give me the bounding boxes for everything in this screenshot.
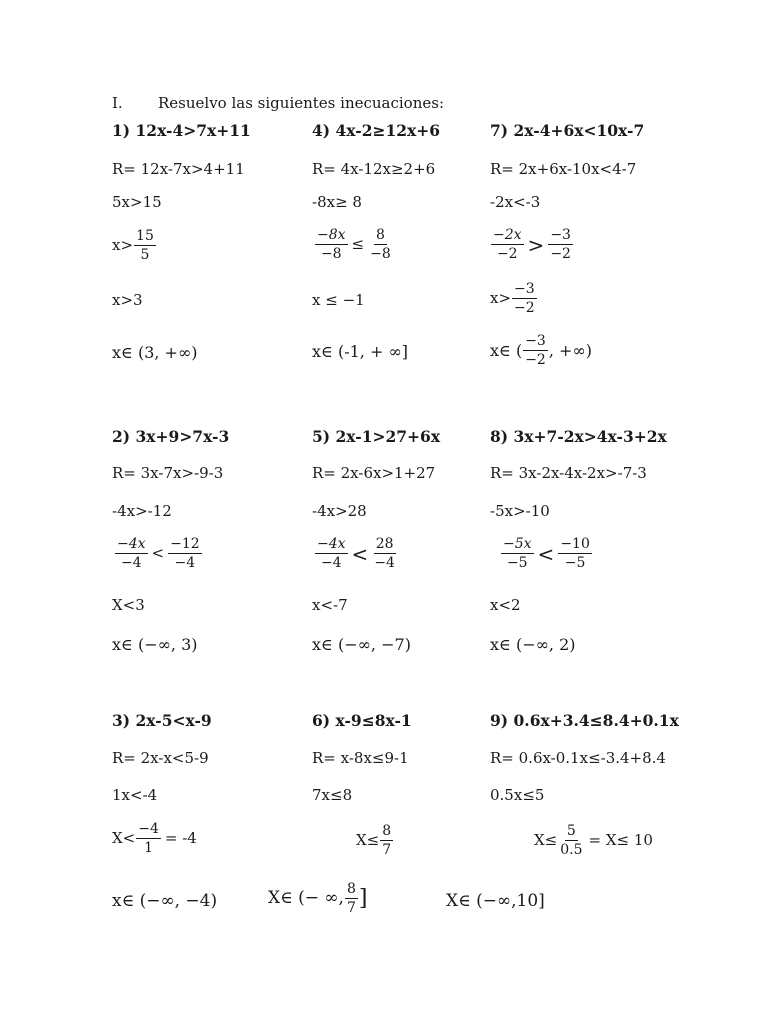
solution-prefix: x∈ ( [490,340,523,360]
problem-9-step-3 [534,824,653,857]
problem-2-solution: x∈ (−∞, 3) [112,635,198,654]
fraction-left [491,228,524,261]
fraction-left [315,537,348,570]
fraction-numerator: −2x [493,227,522,243]
solution-suffix: ] [358,885,368,911]
problem-5-title: 5) 2x-1>27+6x [312,427,441,446]
fraction-numerator: −12 [170,536,200,552]
problem-5-step-3 [314,537,398,570]
fraction-denominator: 5 [140,247,150,263]
fraction-denominator: −4 [120,555,142,571]
fraction-numerator: −4 [138,821,159,837]
problem-7-solution [490,334,592,367]
fraction [134,229,156,262]
problem-6-step-2: 7x≤8 [312,786,353,804]
problem-6-step-1: R= x-8x≤9-1 [312,749,409,767]
fraction-numerator: 8 [382,823,392,839]
problem-7-step-3 [490,228,574,261]
fraction-right [168,537,202,570]
inequality-sign: < [151,544,165,562]
problem-2-step-4: X<3 [112,596,145,614]
fraction-numerator: −4x [117,536,146,552]
fraction-denominator: −8 [370,246,391,262]
fraction [380,824,393,857]
fraction-left [501,537,534,570]
problem-3-step-1: R= 2x-x<5-9 [112,749,209,767]
problem-4-step-2: -8x≥ 8 [312,193,362,211]
problem-2-title: 2) 3x+9>7x-3 [112,427,230,446]
problem-3-solution: x∈ (−∞, −4) [112,891,218,911]
inequality-sign: ≤ [351,235,365,253]
problem-1-step-2: 5x>15 [112,193,162,211]
problem-7-step-2: -2x<-3 [490,193,541,211]
fraction-numerator: 8 [346,881,356,897]
problem-8-solution: x∈ (−∞, 2) [490,635,576,654]
problem-9-step-1: R= 0.6x-0.1x≤-3.4+8.4 [490,749,666,767]
step-prefix: X≤ [534,831,558,849]
fraction-denominator: −4 [320,555,342,571]
problem-3-step-3 [112,822,197,855]
step-suffix: = X≤ 10 [588,831,653,849]
problem-8-title: 8) 3x+7-2x>4x-3+2x [490,427,667,446]
problem-9-solution: X∈ (−∞,10] [446,891,545,911]
fraction-numerator: −3 [525,333,546,349]
fraction-denominator: 7 [346,900,356,916]
inequality-sign: < [351,541,369,566]
problem-8-step-4: x<2 [490,596,521,614]
problem-5-solution: x∈ (−∞, −7) [312,635,411,654]
section-numeral: I. [112,94,123,112]
inequality-sign: > [527,232,545,257]
problem-8-step-1: R= 3x-2x-4x-2x>-7-3 [490,464,647,482]
fraction-numerator: 8 [375,227,385,243]
step-suffix: = -4 [164,829,197,847]
fraction-denominator: −2 [550,246,571,262]
problem-6-step-3 [356,824,394,857]
problem-2-step-1: R= 3x-7x>-9-3 [112,464,224,482]
fraction-numerator: −4x [317,536,346,552]
fraction-denominator: −4 [174,555,196,571]
problem-4-step-4: x ≤ −1 [312,291,365,309]
solution-suffix: , +∞) [548,340,592,360]
fraction-numerator: −8x [317,227,346,243]
problem-5-step-1: R= 2x-6x>1+27 [312,464,436,482]
section-title: Resuelvo las siguientes inecuaciones: [158,94,445,112]
fraction-denominator: −8 [320,246,342,262]
fraction [558,824,584,857]
problem-2-step-3 [114,537,203,570]
step-prefix: X< [112,829,136,847]
fraction-numerator: −10 [560,536,590,552]
fraction-denominator: −2 [525,352,546,368]
fraction-denominator: −5 [506,555,528,571]
fraction [523,334,548,367]
fraction-denominator: −2 [496,246,518,262]
fraction [512,282,537,315]
fraction [136,822,161,855]
problem-9-title: 9) 0.6x+3.4≤8.4+0.1x [490,711,679,730]
problem-1-step-4: x>3 [112,291,143,309]
problem-3-title: 3) 2x-5<x-9 [112,711,212,730]
problem-5-step-2: -4x>28 [312,502,367,520]
fraction [345,882,358,915]
problem-1-step-1: R= 12x-7x>4+11 [112,160,245,178]
problem-5-step-4: x<-7 [312,596,348,614]
fraction-numerator: 28 [375,536,394,552]
fraction-numerator: −3 [514,281,535,297]
step-prefix: x> [112,236,134,254]
fraction-right [372,537,397,570]
problem-7-title: 7) 2x-4+6x<10x-7 [490,121,645,140]
problem-2-step-2: -4x>-12 [112,502,172,520]
problem-1-solution: x∈ (3, +∞) [112,343,198,362]
fraction-numerator: 5 [566,823,576,839]
solution-prefix: X∈ (− ∞, [268,888,344,908]
fraction-numerator: −5x [503,536,532,552]
problem-4-title: 4) 4x-2≥12x+6 [312,121,441,140]
problem-4-step-3 [314,228,394,261]
fraction-denominator: 1 [144,840,154,856]
problem-4-solution: x∈ (-1, + ∞] [312,342,409,361]
fraction-numerator: −3 [550,227,571,243]
problem-9-step-2: 0.5x≤5 [490,786,545,804]
problem-3-step-2: 1x<-4 [112,786,158,804]
problem-1-step-3 [112,229,157,262]
step-prefix: x> [490,289,512,307]
inequality-sign: < [537,541,555,566]
fraction-right [548,228,573,261]
fraction-denominator: 0.5 [560,842,583,858]
fraction-right [558,537,592,570]
fraction-denominator: −2 [514,300,535,316]
fraction-right [368,228,393,261]
fraction-denominator: −4 [374,555,395,571]
step-prefix: X≤ [356,831,380,849]
problem-7-step-1: R= 2x+6x-10x<4-7 [490,160,637,178]
fraction-left [115,537,148,570]
problem-6-title: 6) x-9≤8x-1 [312,711,412,730]
problem-7-step-4 [490,282,538,315]
problem-1-title: 1) 12x-4>7x+11 [112,121,251,140]
fraction-denominator: −5 [564,555,586,571]
problem-8-step-3 [500,537,593,570]
problem-6-solution [268,882,367,915]
problem-8-step-2: -5x>-10 [490,502,550,520]
fraction-left [315,228,348,261]
problem-4-step-1: R= 4x-12x≥2+6 [312,160,436,178]
fraction-numerator: 15 [136,228,154,244]
fraction-denominator: 7 [382,842,392,858]
